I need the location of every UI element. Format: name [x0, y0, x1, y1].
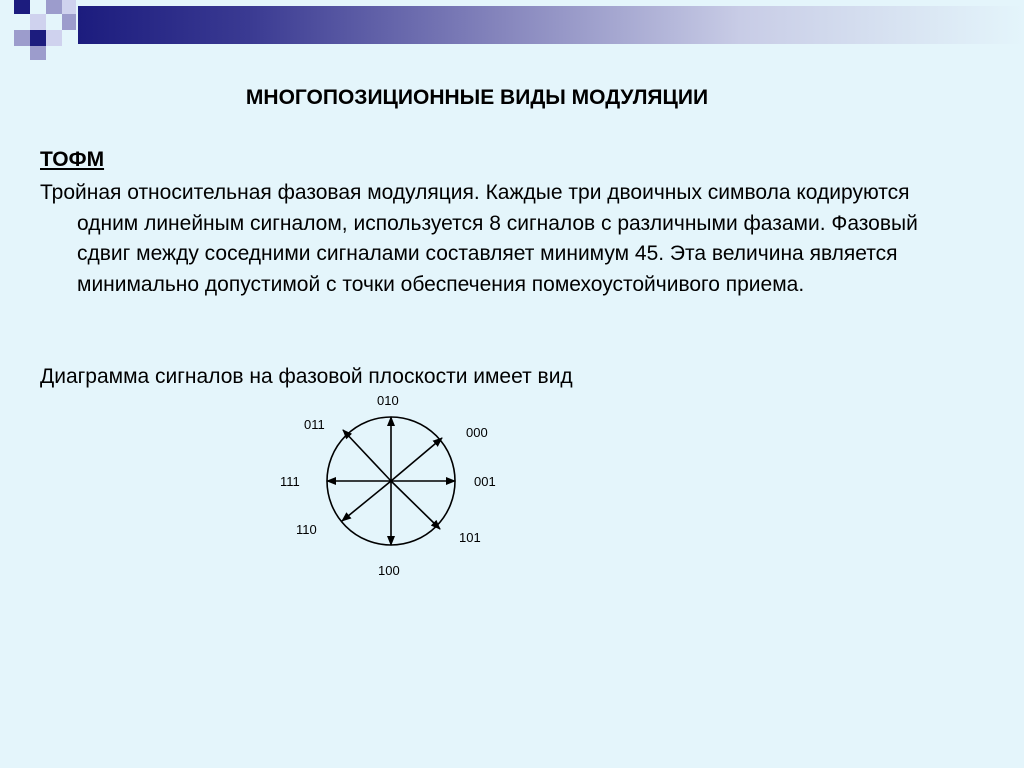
decor-square — [14, 30, 30, 46]
phase-arrow-011 — [343, 430, 391, 481]
decor-square — [30, 46, 46, 60]
phase-label-100: 100 — [378, 563, 400, 578]
phase-arrow-110 — [342, 481, 391, 521]
diagram-intro-text: Диаграмма сигналов на фазовой плоскости имеет вид — [40, 365, 573, 388]
decor-square — [62, 14, 76, 30]
phase-label-000: 000 — [466, 425, 488, 440]
decor-square — [46, 0, 62, 14]
phase-label-011: 011 — [304, 417, 325, 432]
phase-arrow-101 — [391, 481, 440, 529]
phase-arrow-000 — [391, 438, 442, 481]
phase-label-110: 110 — [296, 522, 317, 537]
header-decoration — [0, 0, 1024, 52]
description-paragraph: Тройная относительная фазовая модуляция. Каждые три двоичных символа кодируются одним линейным сигналом, используется 8 сигналов с различными фазами. Фазовый сдвиг между соседними сигналами составляет минимум 45. Эта величина является минимально допустимой с точки обеспечения помехоустойчивого приема. — [40, 181, 918, 296]
decor-square — [30, 14, 46, 30]
decor-square — [62, 0, 76, 14]
decor-square — [30, 30, 46, 46]
decor-square — [46, 30, 62, 46]
decor-square — [14, 0, 30, 14]
phase-plane-diagram — [270, 385, 530, 590]
phase-label-001: 001 — [474, 474, 496, 489]
slide-title: МНОГОПОЗИЦИОННЫЕ ВИДЫ МОДУЛЯЦИИ — [245, 86, 709, 109]
header-gradient-bar — [78, 6, 1024, 44]
phase-label-101: 101 — [459, 530, 481, 545]
phase-label-010: 010 — [377, 393, 399, 408]
section-subheading: ТОФМ — [40, 148, 105, 171]
phase-label-111: 111 — [280, 474, 300, 489]
